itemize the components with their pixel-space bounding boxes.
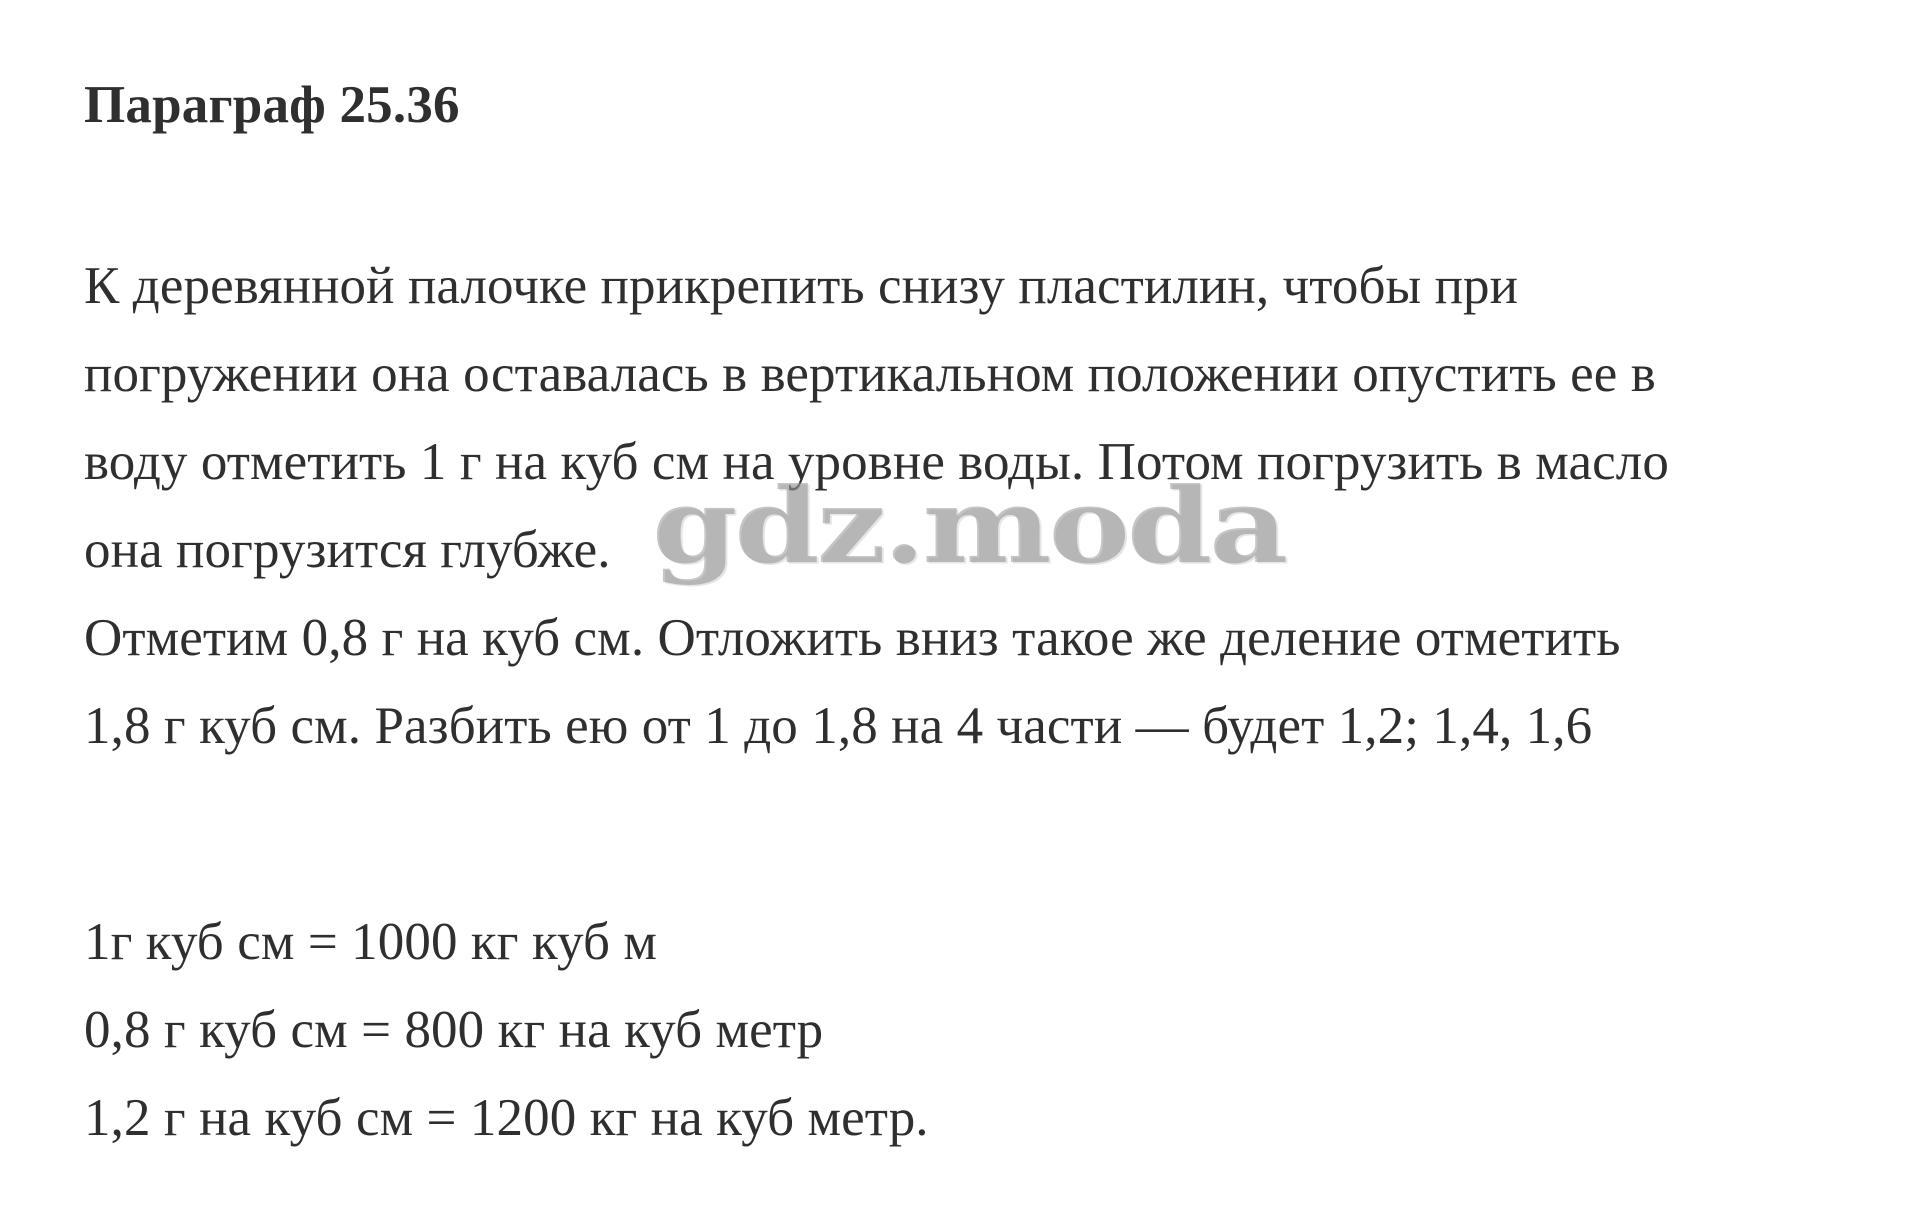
text-line: воду отметить 1 г на куб см на уровне воды. Потом погрузить в масло [84, 433, 1669, 491]
conversion-line: 0,8 г куб см = 800 кг на куб метр [84, 1001, 824, 1059]
conversion-line: 1,2 г на куб см = 1200 кг на куб метр. [84, 1089, 929, 1147]
text-line: 1,8 г куб см. Разбить ею от 1 до 1,8 на 4 части — будет 1,2; 1,4, 1,6 [84, 697, 1593, 755]
text-line: погружении она оставалась в вертикальном положении опустить ее в [84, 345, 1656, 403]
watermark-logo: gdz.moda [652, 464, 1286, 587]
text-line: К деревянной палочке прикрепить снизу пластилин, чтобы при [84, 257, 1519, 315]
conversion-line: 1г куб см = 1000 кг куб м [84, 913, 658, 971]
paragraph-title: Параграф 25.36 [84, 76, 460, 134]
text-line: Отметим 0,8 г на куб см. Отложить вниз такое же деление отметить [84, 609, 1621, 667]
conversion-paragraph [84, 898, 929, 1162]
solution-paragraph [84, 242, 1669, 770]
text-line: она погрузится глубже. [84, 521, 611, 579]
